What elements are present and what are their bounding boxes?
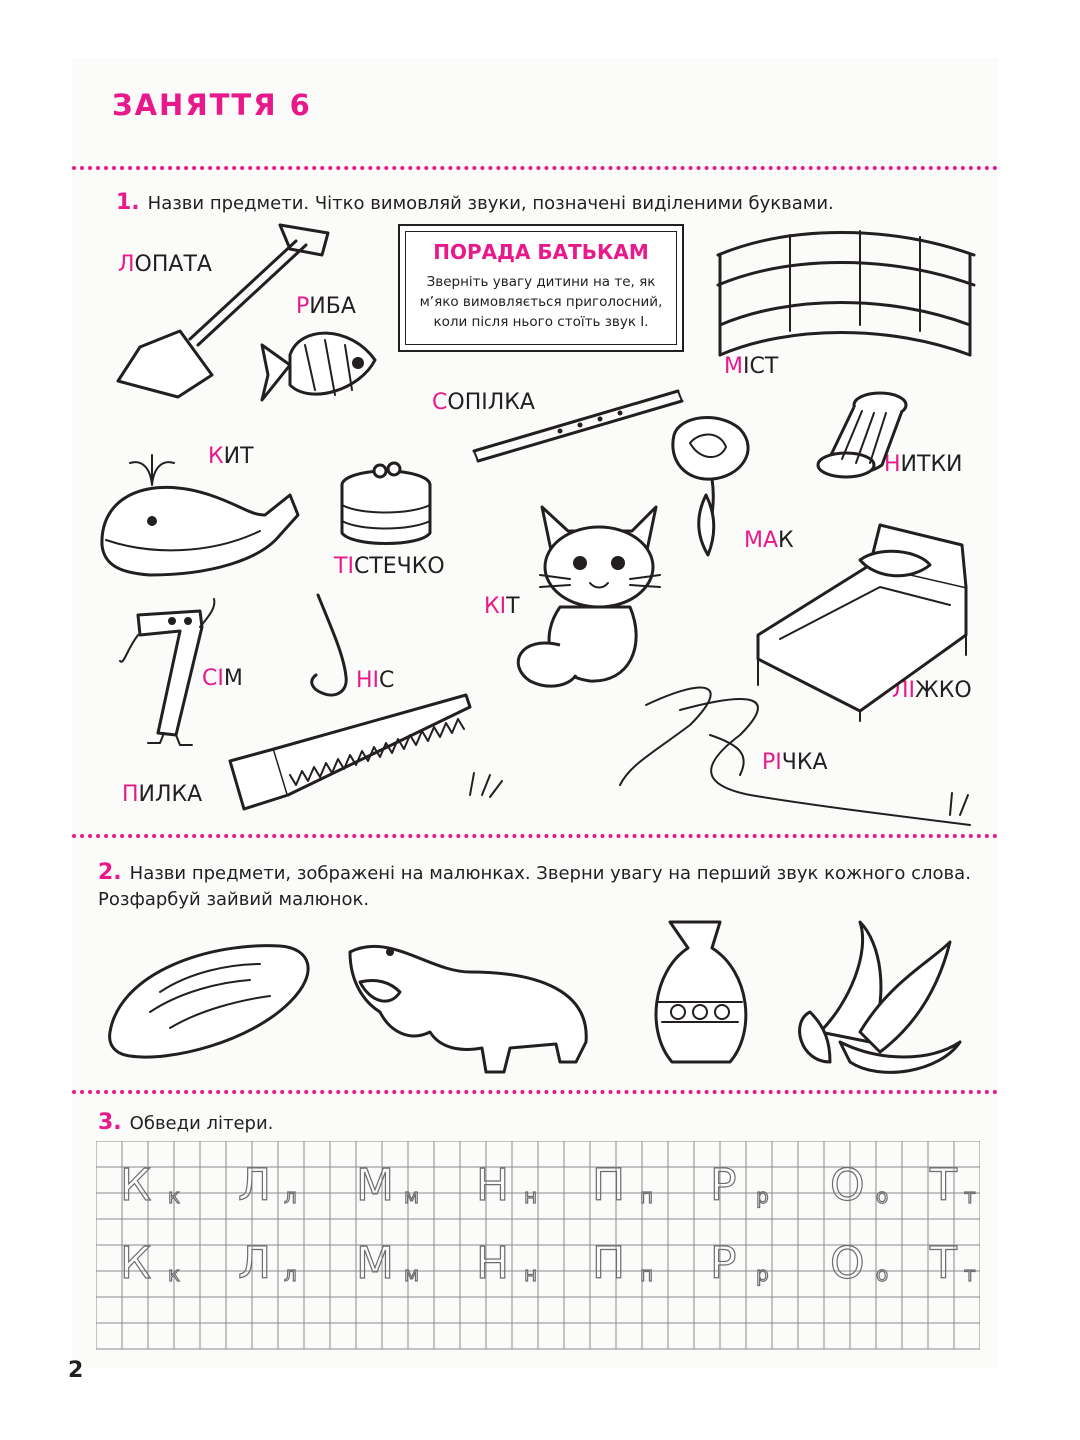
- highlighted-letters: Н: [884, 452, 901, 477]
- highlighted-letters: ЛІ: [892, 678, 916, 703]
- highlighted-letters: М: [724, 354, 743, 379]
- task3-number: 3.: [98, 1110, 122, 1135]
- trace-letter: Н: [476, 1160, 510, 1211]
- highlighted-letters: КІ: [484, 594, 507, 619]
- trace-letter: м: [404, 1184, 420, 1208]
- seven-character-icon: [120, 599, 214, 745]
- highlighted-letters: ТІ: [334, 554, 354, 579]
- advice-heading: ПОРАДА БАТЬКАМ: [433, 240, 649, 264]
- trace-letter: Т: [930, 1160, 957, 1211]
- advice-line: Зверніть увагу дитини на те, як: [426, 274, 656, 290]
- fish-icon: [262, 333, 375, 400]
- trace-letter: к: [168, 1262, 181, 1286]
- trace-letter: т: [964, 1262, 976, 1286]
- highlighted-letters: НІ: [356, 668, 380, 693]
- highlighted-letters: СІ: [202, 666, 224, 691]
- word-rest: ИТ: [223, 444, 254, 469]
- cat-icon: [518, 507, 660, 686]
- vase-icon: [656, 922, 746, 1062]
- word-rest: К: [778, 528, 794, 553]
- page-number: 2: [68, 1358, 84, 1383]
- task1-text: Назви предмети. Чітко вимовляй звуки, позначені виділеними буквами.: [147, 193, 834, 214]
- trace-letter: П: [592, 1160, 626, 1211]
- trace-letter: л: [284, 1262, 297, 1286]
- task3-text: Обведи літери.: [129, 1113, 274, 1134]
- task2-illustrations: [90, 912, 990, 1092]
- trace-letter: Р: [710, 1160, 737, 1211]
- page-title: ЗАНЯТТЯ 6: [112, 88, 312, 122]
- highlighted-letters: Л: [118, 252, 135, 277]
- task1-illustrations: [90, 215, 990, 835]
- whale-icon: [102, 455, 298, 575]
- trace-letter: о: [876, 1262, 889, 1286]
- task1-instruction: [116, 190, 834, 217]
- trace-letter: к: [168, 1184, 181, 1208]
- word-rest: ИЛКА: [138, 782, 203, 807]
- saw-icon: [230, 695, 470, 809]
- task3-instruction: [98, 1110, 273, 1137]
- hippo-icon: [350, 946, 586, 1072]
- word-rest: ЖКО: [915, 678, 972, 703]
- highlighted-letters: Р: [296, 294, 310, 319]
- thread-spool-icon: [818, 393, 906, 477]
- nose-icon: [312, 595, 346, 695]
- trace-letter: н: [524, 1184, 538, 1208]
- trace-letter: К: [120, 1160, 152, 1211]
- highlighted-letters: РІ: [762, 750, 782, 775]
- divider-dotted: [72, 834, 998, 838]
- trace-letter: н: [524, 1262, 538, 1286]
- highlighted-letters: К: [208, 444, 224, 469]
- task2-text-line1: Назви предмети, зображені на малюнках. Зверни увагу на перший звук кожного слова.: [129, 863, 971, 884]
- task1-number: 1.: [116, 190, 140, 215]
- bread-icon: [110, 946, 308, 1057]
- task2-text-line2: Розфарбуй зайвий малюнок.: [98, 889, 370, 910]
- word-rest: СТЕЧКО: [353, 554, 445, 579]
- trace-letter: П: [592, 1238, 626, 1289]
- trace-letter: К: [120, 1238, 152, 1289]
- trace-letter: Л: [238, 1238, 272, 1289]
- word-rest: Т: [506, 594, 520, 619]
- advice-line: коли після нього стоїть звук І.: [433, 314, 649, 330]
- word-rest: ЧКА: [781, 750, 828, 775]
- highlighted-letters: МА: [744, 528, 779, 553]
- word-rest: ИБА: [309, 294, 356, 319]
- trace-letter: Р: [710, 1238, 737, 1289]
- trace-letter: п: [640, 1262, 654, 1286]
- trace-letter: М: [356, 1238, 394, 1289]
- trace-letter: л: [284, 1184, 297, 1208]
- word-rest: М: [223, 666, 243, 691]
- bridge-icon: [718, 231, 974, 355]
- cake-icon: [342, 463, 430, 544]
- trace-letter: р: [756, 1184, 769, 1208]
- river-icon: [470, 688, 970, 825]
- advice-line: м’яко вимовляється приголосний,: [419, 294, 663, 310]
- word-rest: ОПАТА: [134, 252, 212, 277]
- trace-letter: О: [830, 1238, 865, 1289]
- divider-dotted: [72, 1090, 998, 1094]
- trace-letter: о: [876, 1184, 889, 1208]
- divider-dotted: [72, 166, 998, 170]
- trace-letter: р: [756, 1262, 769, 1286]
- highlighted-letters: С: [432, 390, 448, 415]
- word-rest: ИТКИ: [900, 452, 963, 477]
- trace-letter: О: [830, 1160, 865, 1211]
- highlighted-letters: П: [122, 782, 139, 807]
- word-rest: С: [379, 668, 395, 693]
- trace-letter: М: [356, 1160, 394, 1211]
- trace-letter: м: [404, 1262, 420, 1286]
- task2-number: 2.: [98, 860, 122, 885]
- flute-icon: [474, 391, 682, 461]
- word-rest: ІСТ: [742, 354, 779, 379]
- word-rest: ОПІЛКА: [447, 390, 535, 415]
- trace-letter: Т: [930, 1238, 957, 1289]
- banana-icon: [800, 922, 960, 1072]
- task2-instruction: [98, 860, 971, 913]
- trace-letter: Н: [476, 1238, 510, 1289]
- bed-icon: [758, 525, 966, 721]
- trace-letter: Л: [238, 1160, 272, 1211]
- trace-letter: т: [964, 1184, 976, 1208]
- trace-letter: п: [640, 1184, 654, 1208]
- poppy-icon: [673, 418, 748, 555]
